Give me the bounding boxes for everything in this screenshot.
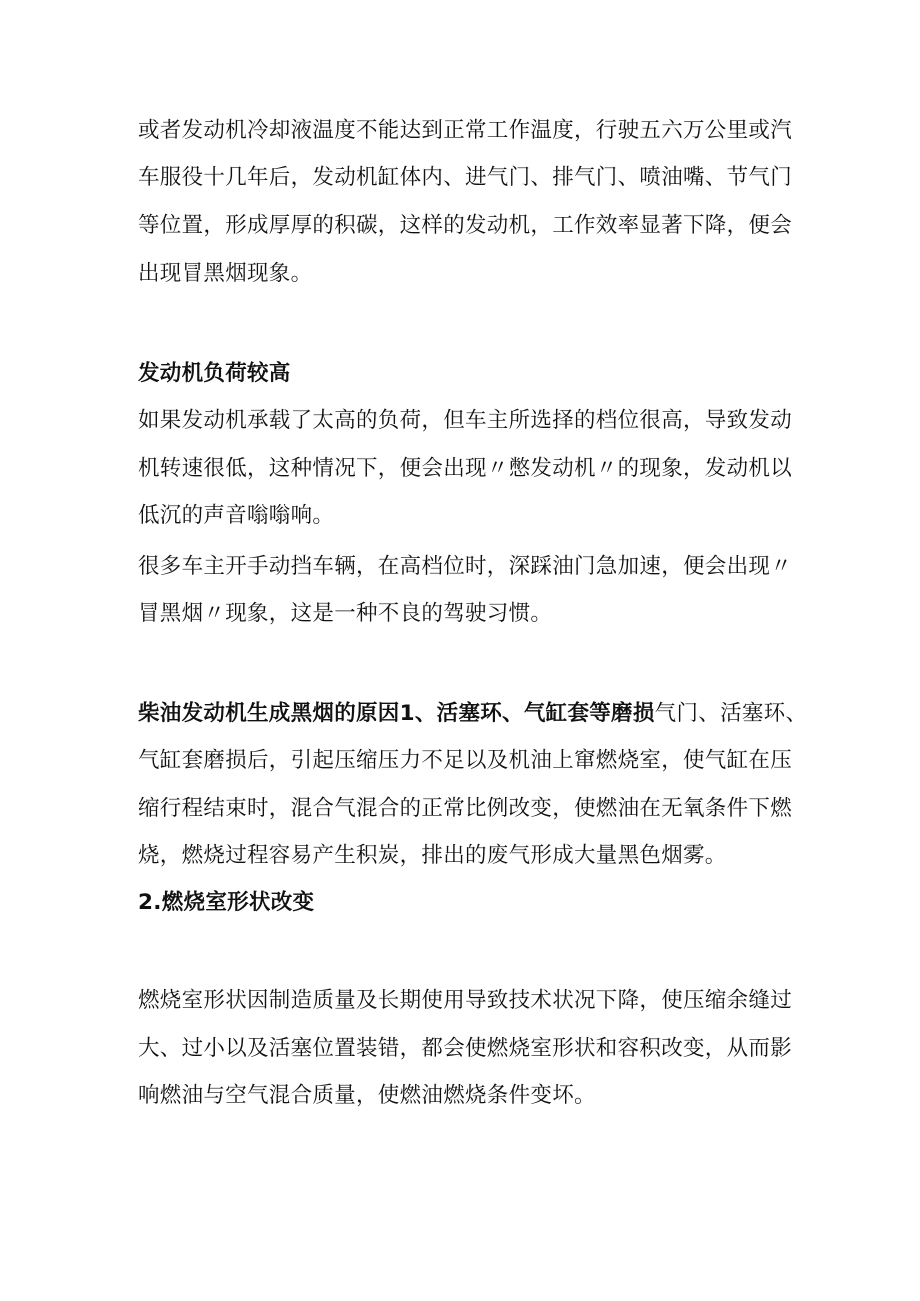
paragraph-line: 等位置，形成厚厚的积碳，这样的发动机，工作效率显著下降，便会 xyxy=(138,213,793,238)
section-heading: 2.燃烧室形状改变 xyxy=(138,890,315,915)
paragraph-line: 机转速很低，这种情况下，便会出现〃憋发动机〃的现象，发动机以 xyxy=(138,456,793,481)
paragraph-line: 或者发动机冷却液温度不能达到正常工作温度，行驶五六万公里或汽 xyxy=(138,118,793,143)
section-heading: 发动机负荷较高 xyxy=(138,361,291,386)
paragraph-line: 燃烧室形状因制造质量及长期使用导致技术状况下降，使压缩余缝过 xyxy=(138,988,793,1013)
paragraph-line: 如果发动机承载了太高的负荷，但车主所选择的档位很高，导致发动 xyxy=(138,408,793,433)
paragraph-line: 很多车主开手动挡车辆，在高档位时，深踩油门急加速，便会出现〃 xyxy=(138,554,793,579)
paragraph-line: 烧，燃烧过程容易产生积炭，排出的废气形成大量黑色烟雾。 xyxy=(138,843,727,868)
paragraph-text: 气门、活塞环、 xyxy=(654,701,808,726)
paragraph-line: 出现冒黑烟现象。 xyxy=(138,261,313,286)
paragraph-line: 气缸套磨损后，引起压缩压力不足以及机油上窜燃烧室，使气缸在压 xyxy=(138,748,793,773)
paragraph-line xyxy=(138,699,807,729)
paragraph-line: 大、过小以及活塞位置装错，都会使燃烧室形状和容积改变，从而影 xyxy=(138,1036,793,1061)
bold-lead-text: 柴油发动机生成黑烟的原因1、活塞环、气缸套等磨损 xyxy=(138,701,655,726)
paragraph-line: 低沉的声音嗡嗡响。 xyxy=(138,503,335,528)
paragraph-line: 冒黑烟〃现象，这是一种不良的驾驶习惯。 xyxy=(138,601,553,626)
paragraph-line: 缩行程结束时，混合气混合的正常比例改变，使燃油在无氧条件下燃 xyxy=(138,796,793,821)
paragraph-line: 响燃油与空气混合质量，使燃油燃烧条件变坏。 xyxy=(138,1083,596,1108)
paragraph-line: 车服役十几年后，发动机缸体内、进气门、排气门、喷油嘴、节气门 xyxy=(138,165,793,190)
